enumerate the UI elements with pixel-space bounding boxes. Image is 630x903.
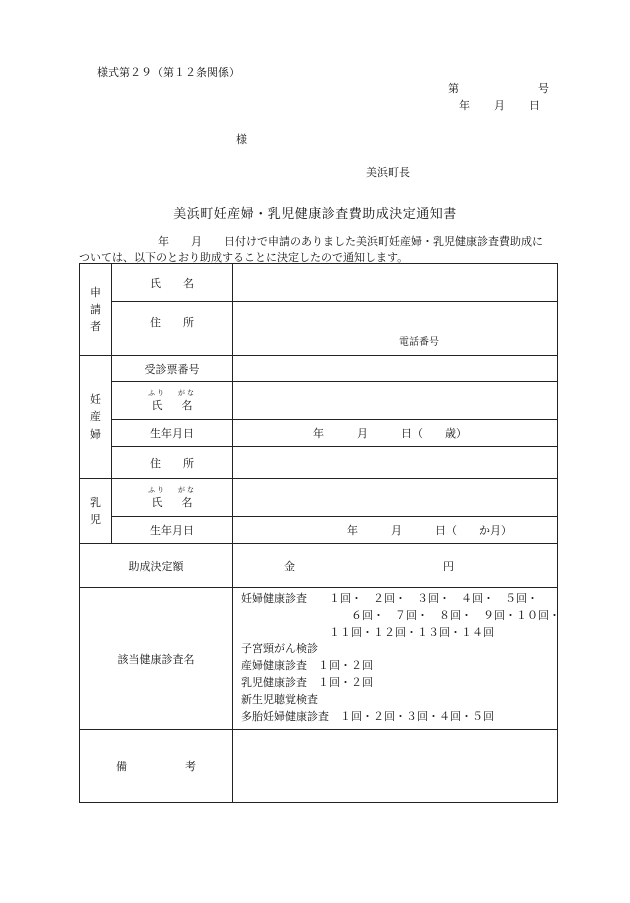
issue-date-day: 日 (529, 99, 540, 112)
infant-dob-field[interactable] (233, 517, 558, 544)
checkup-line: １１回・１２回・１３回・１４回 (241, 625, 494, 639)
infant-name-field[interactable] (233, 479, 558, 517)
issue-date-year: 年 (459, 99, 470, 112)
form-number: 様式第２９（第１２条関係） (97, 66, 240, 79)
document-number-prefix: 第 (448, 82, 459, 95)
checkups-list (233, 588, 558, 730)
pregnant-address-row (80, 447, 558, 479)
applicant-address-label: 住 所 (112, 302, 233, 356)
infant-name-row (80, 479, 558, 517)
document-number-suffix: 号 (538, 82, 549, 95)
issuer: 美浜町長 (366, 166, 410, 179)
pregnant-dob-field[interactable] (233, 420, 558, 447)
applicant-name-row (80, 264, 558, 302)
applicant-group-label: 申請者 (80, 264, 112, 356)
notification-table (79, 263, 558, 803)
pregnant-group-label: 妊産婦 (80, 356, 112, 479)
ticket-number-label: 受診票番号 (112, 356, 233, 382)
amount-label: 助成決定額 (80, 544, 233, 588)
remarks-label: 備 考 (80, 730, 233, 803)
amount-unit: 円 (443, 560, 454, 573)
pregnant-address-label: 住 所 (112, 447, 233, 479)
applicant-address-field[interactable] (233, 302, 558, 356)
pregnant-dob-value: 年 月 日（ 歳） (313, 427, 467, 440)
pregnant-dob-row (80, 420, 558, 447)
amount-row (80, 544, 558, 588)
amount-prefix: 金 (284, 560, 295, 573)
pregnant-address-field[interactable] (233, 447, 558, 479)
checkups-label: 該当健康診査名 (80, 588, 233, 730)
pregnant-ticket-row (80, 356, 558, 382)
infant-group-label: 乳児 (80, 479, 112, 544)
document-title: 美浜町妊産婦・乳児健康診査費助成決定通知書 (173, 207, 457, 222)
checkup-line: 乳児健康診査 １回・２回 (241, 675, 373, 689)
infant-dob-row (80, 517, 558, 544)
issue-date-month: 月 (494, 99, 505, 112)
body-line-2: ついては、以下のとおり助成することに決定したので通知します。 (79, 251, 409, 264)
pregnant-name-label: ふり がな 氏 名 (112, 382, 233, 420)
applicant-name-label: 氏 名 (112, 264, 233, 302)
applicant-name-field[interactable] (233, 264, 558, 302)
pregnant-name-field[interactable] (233, 382, 558, 420)
checkup-line: ６回・ ７回・ ８回・ ９回・１０回・ (241, 608, 560, 622)
addressee-suffix: 様 (236, 133, 247, 146)
phone-number-label: 電話番号 (399, 337, 439, 348)
issue-date (459, 97, 540, 113)
pregnant-dob-label: 生年月日 (112, 420, 233, 447)
infant-name-label: ふり がな 氏 名 (112, 479, 233, 517)
checkup-line: 子宮頸がん検診 (241, 642, 318, 656)
infant-dob-label: 生年月日 (112, 517, 233, 544)
checkup-line: 産婦健康診査 １回・２回 (241, 659, 373, 673)
checkup-line: 妊婦健康診査 １回・ ２回・ ３回・ ４回・ ５回・ (241, 592, 538, 605)
checkup-line: 多胎妊婦健康診査 １回・２回・３回・４回・５回 (241, 709, 494, 723)
body-line-1: 年 月 日付けで申請のありました美浜町妊産婦・乳児健康診査費助成に (158, 235, 543, 248)
remarks-field[interactable] (233, 730, 558, 803)
applicant-address-row (80, 302, 558, 356)
pregnant-name-row (80, 382, 558, 420)
checkups-row (80, 588, 558, 730)
remarks-row (80, 730, 558, 803)
infant-dob-value: 年 月 日（ か月） (347, 524, 512, 537)
ticket-number-field[interactable] (233, 356, 558, 382)
amount-field[interactable] (233, 544, 558, 588)
checkup-line: 新生児聴覚検査 (241, 692, 318, 706)
